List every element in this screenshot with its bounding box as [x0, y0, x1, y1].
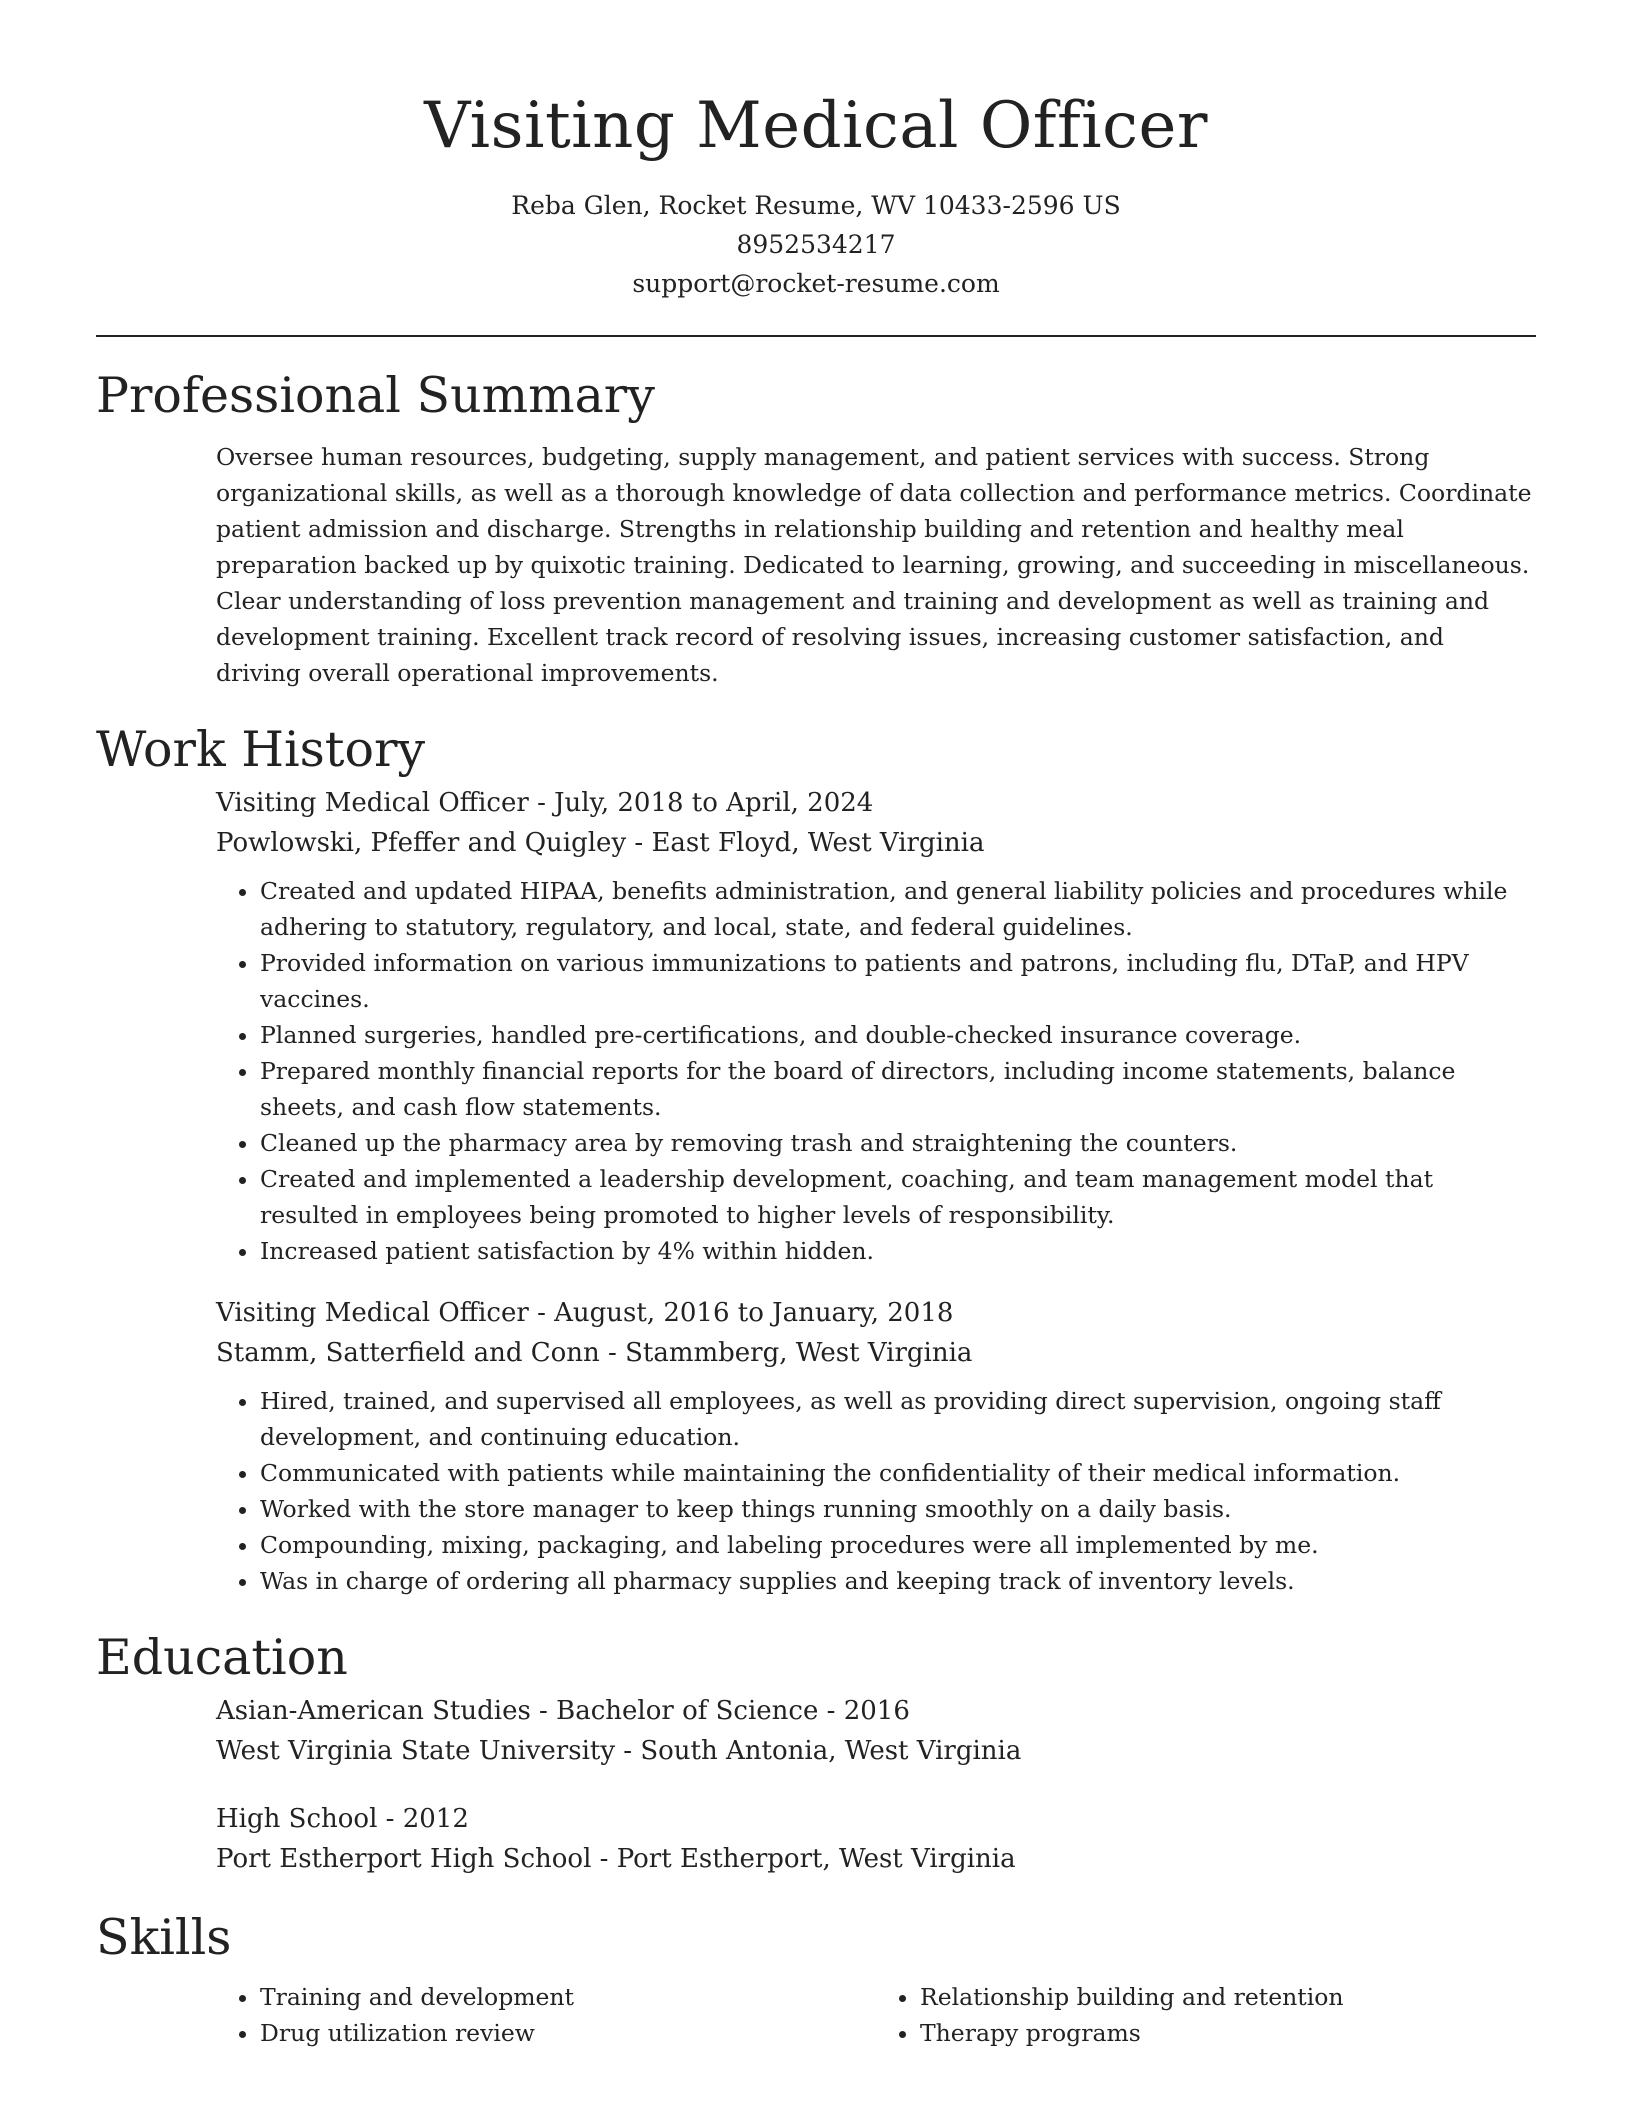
job-bullet: • Worked with the store manager to keep things running smoothly on a daily basis.: [260, 1491, 1536, 1527]
resume-header: [96, 0, 1536, 303]
job-bullet: • Provided information on various immunizations to patients and patrons, including flu, DTaP, and HPV vaccines.: [260, 945, 1536, 1017]
summary-text: Oversee human resources, budgeting, supply management, and patient services with success. Strong organizational skills, as well as a thorough knowledge of data collection and performance metrics. Coordinate patient admission and discharge. Strengths in relationship building and retention and healthy meal preparation backed up by quixotic training. Dedicated to learning, growing, and succeeding in miscellaneous. Clear understanding of loss prevention management and training and development as well as training and development training. Excellent track record of resolving issues, increasing customer satisfaction, and driving overall operational improvements.: [216, 443, 1532, 687]
skill-item: • Drug utilization review: [260, 2015, 876, 2051]
contact-phone: 8952534217: [736, 230, 896, 259]
job-company-line: Stamm, Satterfield and Conn - Stammberg, West Virginia: [216, 1338, 973, 1368]
job-entry: [216, 783, 1536, 1269]
summary-section: [96, 363, 1536, 691]
header-divider: [96, 335, 1536, 337]
skills-heading: Skills: [96, 1909, 232, 1966]
skill-item: • Training and development: [260, 1979, 876, 2015]
job-company-line: Powlowski, Pfeffer and Quigley - East Floyd, West Virginia: [216, 828, 985, 858]
education-school-line: Port Estherport High School - Port Estherport, West Virginia: [216, 1844, 1016, 1874]
work-history-heading: Work History: [96, 721, 426, 778]
education-heading: Education: [96, 1629, 348, 1686]
contact-block: [96, 186, 1536, 303]
skill-item: • Therapy programs: [920, 2015, 1536, 2051]
skills-column-right: [876, 1979, 1536, 2051]
resume-title: Visiting Medical Officer: [424, 89, 1208, 163]
job-title-line: Visiting Medical Officer - July, 2018 to April, 2024: [216, 788, 874, 818]
education-degree-line: Asian-American Studies - Bachelor of Science - 2016: [216, 1696, 910, 1726]
education-section: [96, 1625, 1536, 1879]
job-bullet: • Was in charge of ordering all pharmacy supplies and keeping track of inventory levels.: [260, 1563, 1536, 1599]
job-bullets: [216, 873, 1536, 1269]
job-title-line: Visiting Medical Officer - August, 2016 to January, 2018: [216, 1298, 954, 1328]
education-degree-line: High School - 2012: [216, 1804, 469, 1834]
contact-address: Reba Glen, Rocket Resume, WV 10433-2596 US: [511, 191, 1121, 220]
education-entry: [216, 1691, 1536, 1771]
skills-section: [96, 1905, 1536, 2051]
education-school-line: West Virginia State University - South Antonia, West Virginia: [216, 1736, 1022, 1766]
job-bullet: • Cleaned up the pharmacy area by removing trash and straightening the counters.: [260, 1125, 1536, 1161]
skills-columns: [216, 1979, 1536, 2051]
job-bullet: • Created and implemented a leadership development, coaching, and team management model that resulted in employees being promoted to higher levels of responsibility.: [260, 1161, 1536, 1233]
summary-heading: Professional Summary: [96, 367, 655, 424]
job-bullet: • Planned surgeries, handled pre-certifications, and double-checked insurance coverage.: [260, 1017, 1536, 1053]
job-bullet: • Compounding, mixing, packaging, and labeling procedures were all implemented by me.: [260, 1527, 1536, 1563]
job-entry: [216, 1293, 1536, 1599]
job-bullet: • Created and updated HIPAA, benefits administration, and general liability policies and procedures while adhering to statutory, regulatory, and local, state, and federal guidelines.: [260, 873, 1536, 945]
job-bullet: • Communicated with patients while maintaining the confidentiality of their medical information.: [260, 1455, 1536, 1491]
skill-item: • Relationship building and retention: [920, 1979, 1536, 2015]
job-bullet: • Increased patient satisfaction by 4% within hidden.: [260, 1233, 1536, 1269]
education-entry: [216, 1799, 1536, 1879]
contact-email: support@rocket-resume.com: [632, 269, 1000, 298]
job-bullet: • Hired, trained, and supervised all employees, as well as providing direct supervision, ongoing staff development, and continuing education.: [260, 1383, 1536, 1455]
job-bullets: [216, 1383, 1536, 1599]
job-bullet: • Prepared monthly financial reports for the board of directors, including income statements, balance sheets, and cash flow statements.: [260, 1053, 1536, 1125]
resume-page: [96, 0, 1536, 2051]
skills-column-left: [216, 1979, 876, 2051]
work-history-section: [96, 717, 1536, 1599]
